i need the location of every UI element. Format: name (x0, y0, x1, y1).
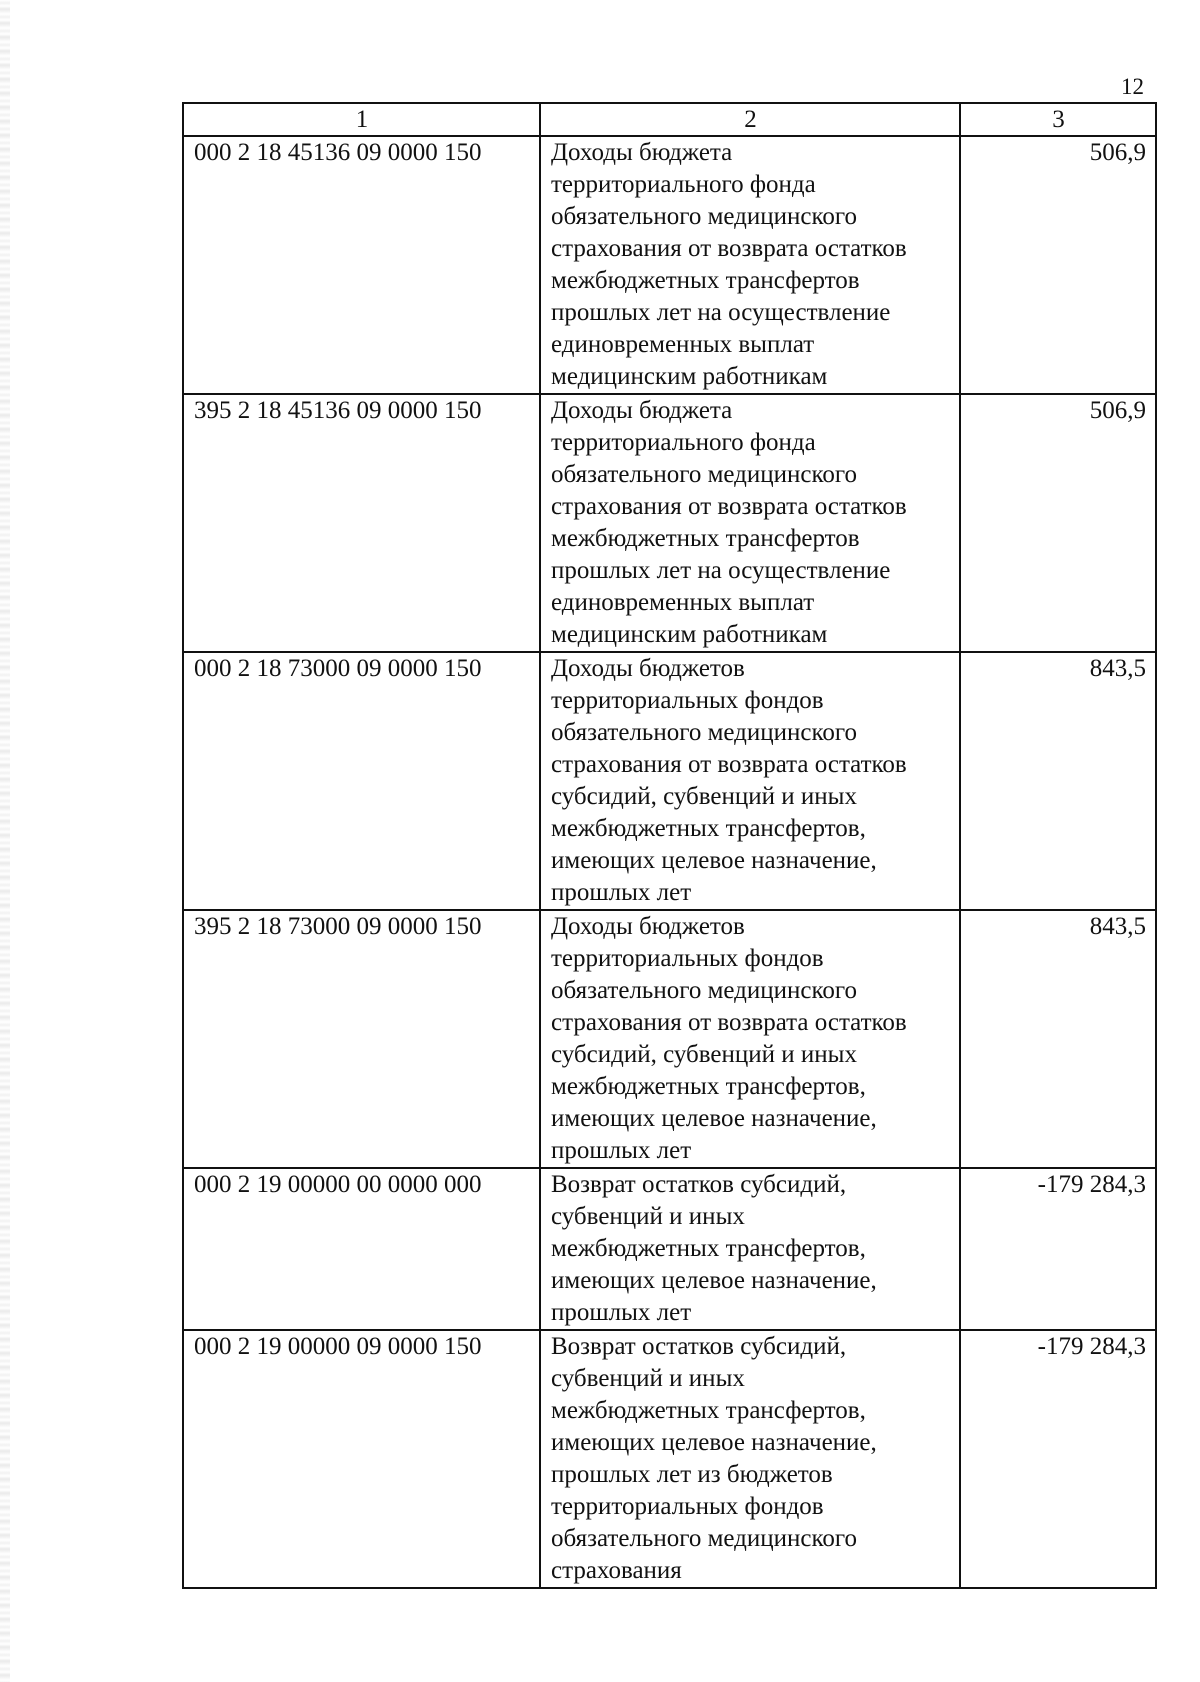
description-line: Доходы бюджета (551, 397, 733, 424)
description-line: субсидий, субвенций и иных (551, 1041, 857, 1068)
description-line: Возврат остатков субсидий, (551, 1171, 847, 1198)
description-line: субсидий, субвенций и иных (551, 783, 857, 810)
description-line: прошлых лет на осуществление (551, 299, 891, 326)
description-line: межбюджетных трансфертов, (551, 1073, 866, 1100)
table-row (183, 652, 1156, 910)
budget-code-cell: 000 2 19 00000 00 0000 000 (183, 1168, 540, 1330)
description-line: территориального фонда (551, 171, 816, 198)
description-line: имеющих целевое назначение, (551, 1105, 877, 1132)
description-line: Возврат остатков субсидий, (551, 1333, 847, 1360)
description-line: межбюджетных трансфертов, (551, 815, 866, 842)
description-line: прошлых лет на осуществление (551, 557, 891, 584)
description-line: прошлых лет (551, 1299, 692, 1326)
description-line: страхования от возврата остатков (551, 493, 907, 520)
amount-cell: 843,5 (960, 652, 1156, 910)
description-line: межбюджетных трансфертов (551, 267, 860, 294)
budget-code-cell: 395 2 18 45136 09 0000 150 (183, 394, 540, 652)
page-number: 12 (1121, 74, 1144, 99)
table-row (183, 910, 1156, 1168)
description-line: единовременных выплат (551, 331, 815, 358)
description-line: обязательного медицинского (551, 1525, 858, 1552)
table-row (183, 1330, 1156, 1588)
table-row (183, 1168, 1156, 1330)
description-line: медицинским работникам (551, 621, 828, 648)
description-line: единовременных выплат (551, 589, 815, 616)
budget-revenue-table (182, 102, 1157, 1589)
description-cell (540, 910, 960, 1168)
description-line: прошлых лет из бюджетов (551, 1461, 833, 1488)
description-line: межбюджетных трансфертов, (551, 1235, 866, 1262)
description-line: межбюджетных трансфертов, (551, 1397, 866, 1424)
description-cell (540, 394, 960, 652)
description-line: межбюджетных трансфертов (551, 525, 860, 552)
description-line: имеющих целевое назначение, (551, 1267, 877, 1294)
description-cell (540, 136, 960, 394)
table-row (183, 394, 1156, 652)
description-line: обязательного медицинского (551, 461, 858, 488)
amount-cell: 506,9 (960, 136, 1156, 394)
description-line: обязательного медицинского (551, 203, 858, 230)
description-line: страхования от возврата остатков (551, 235, 907, 262)
description-line: обязательного медицинского (551, 719, 858, 746)
amount-cell: -179 284,3 (960, 1330, 1156, 1588)
description-line: имеющих целевое назначение, (551, 847, 877, 874)
description-line: прошлых лет (551, 1137, 692, 1164)
table-row (183, 136, 1156, 394)
description-line: страхования от возврата остатков (551, 751, 907, 778)
description-line: обязательного медицинского (551, 977, 858, 1004)
description-cell (540, 1330, 960, 1588)
table-header-row (183, 103, 1156, 136)
column-header-3: 3 (960, 103, 1156, 136)
description-line: прошлых лет (551, 879, 692, 906)
description-line: территориальных фондов (551, 1493, 824, 1520)
description-line: субвенций и иных (551, 1365, 745, 1392)
budget-code-cell: 000 2 18 45136 09 0000 150 (183, 136, 540, 394)
description-cell (540, 1168, 960, 1330)
description-line: медицинским работникам (551, 363, 828, 390)
budget-code-cell: 000 2 19 00000 09 0000 150 (183, 1330, 540, 1588)
description-line: имеющих целевое назначение, (551, 1429, 877, 1456)
description-cell (540, 652, 960, 910)
budget-code-cell: 000 2 18 73000 09 0000 150 (183, 652, 540, 910)
column-header-2: 2 (540, 103, 960, 136)
description-line: территориальных фондов (551, 945, 824, 972)
table-body (183, 136, 1156, 1588)
budget-code-cell: 395 2 18 73000 09 0000 150 (183, 910, 540, 1168)
scan-edge-artifact (0, 0, 10, 1682)
description-line: Доходы бюджетов (551, 655, 745, 682)
description-line: территориальных фондов (551, 687, 824, 714)
description-line: территориального фонда (551, 429, 816, 456)
description-line: Доходы бюджета (551, 139, 733, 166)
amount-cell: -179 284,3 (960, 1168, 1156, 1330)
description-line: страхования от возврата остатков (551, 1009, 907, 1036)
description-line: субвенций и иных (551, 1203, 745, 1230)
column-header-1: 1 (183, 103, 540, 136)
description-line: страхования (551, 1557, 682, 1584)
amount-cell: 843,5 (960, 910, 1156, 1168)
amount-cell: 506,9 (960, 394, 1156, 652)
description-line: Доходы бюджетов (551, 913, 745, 940)
